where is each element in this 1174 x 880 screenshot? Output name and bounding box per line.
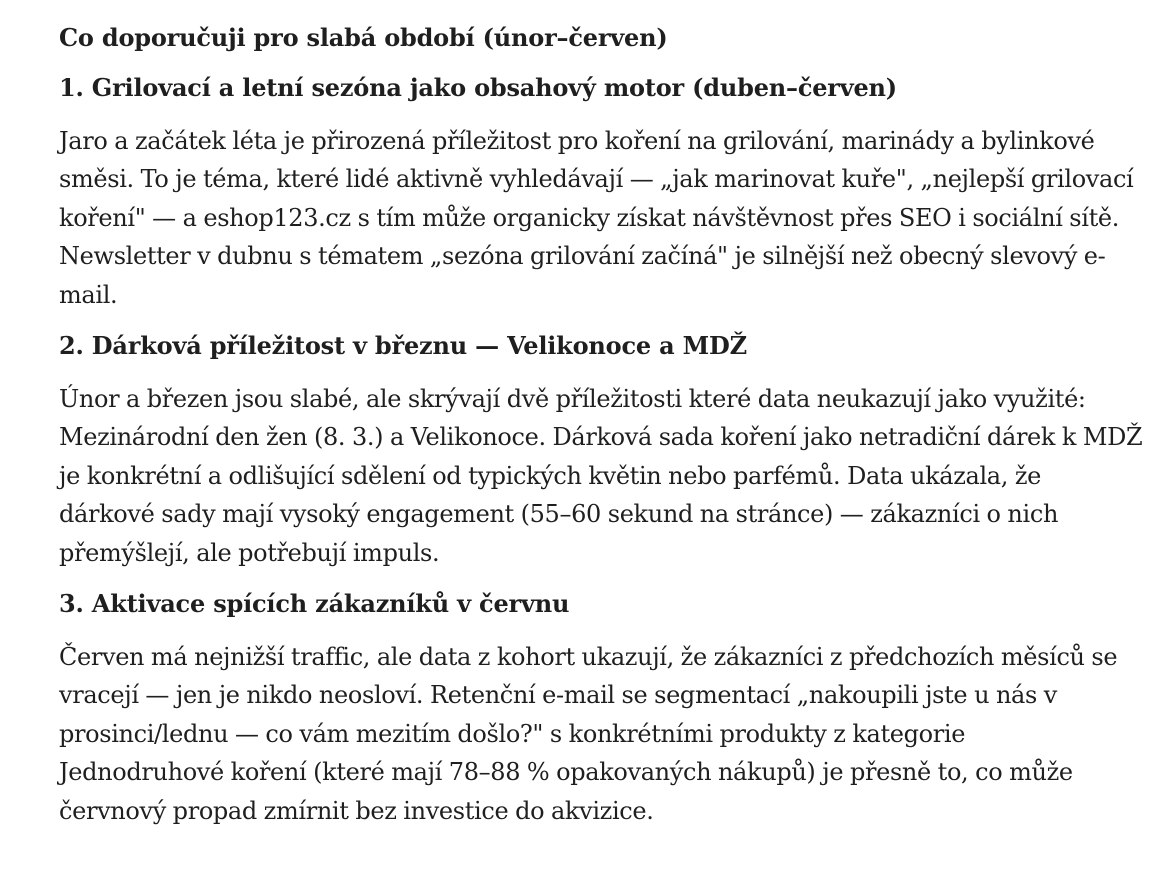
- paragraph-line: Červen má nejnižší traffic, ale data z kohort ukazují, že zákazníci z předchozích měsíců se: [59, 643, 1118, 672]
- paragraph-line: směsi. To je téma, které lidé aktivně vyhledávají — „jak marinovat kuře", „nejlepší grilovací: [59, 165, 1134, 194]
- paragraph-line: mail.: [59, 280, 118, 309]
- paragraph-line: přemýšlejí, ale potřebují impuls.: [59, 538, 440, 567]
- paragraph-line: Jednodruhové koření (které mají 78–88 % opakovaných nákupů) je přesně to, co může: [59, 758, 1073, 787]
- paragraph-line: je konkrétní a odlišující sdělení od typických květin nebo parfémů. Data ukázala, že: [59, 461, 1041, 490]
- section-heading-gifts: 2. Dárková příležitost v březnu — Velikonoce a MDŽ: [59, 331, 747, 361]
- section-paragraph-grilling: [59, 122, 1149, 314]
- paragraph-line: prosinci/lednu — co vám mezitím došlo?" s konkrétními produkty z kategorie: [59, 719, 966, 748]
- paragraph-line: dárkové sady mají vysoký engagement (55–60 sekund na stránce) — zákazníci o nich: [59, 500, 1059, 529]
- paragraph-line: Jaro a začátek léta je přirozená příležitost pro koření na grilování, marinády a bylinkové: [59, 127, 1095, 155]
- paragraph-line: koření" — a eshop123.cz s tím může organicky získat návštěvnost přes SEO i sociální sítě.: [59, 203, 1120, 232]
- section-paragraph-gifts: [59, 380, 1149, 572]
- page-title: Co doporučuji pro slabá období (únor–červen): [59, 23, 668, 52]
- paragraph-line: červnový propad zmírnit bez investice do akvizice.: [59, 796, 654, 825]
- paragraph-line: Newsletter v dubnu s tématem „sezóna grilování začíná" je silnější než obecný slevový e-: [59, 242, 1106, 271]
- document-body: [59, 20, 1149, 844]
- section-heading-grilling: 1. Grilovací a letní sezóna jako obsahový motor (duben–červen): [59, 73, 897, 102]
- paragraph-line: Únor a březen jsou slabé, ale skrývají dvě příležitosti které data neukazují jako využité:: [59, 385, 1086, 414]
- section-paragraph-reactivation: [59, 638, 1149, 830]
- paragraph-line: vracejí — jen je nikdo neosloví. Retenční e-mail se segmentací „nakoupili jste u nás v: [59, 681, 1057, 710]
- paragraph-line: Mezinárodní den žen (8. 3.) a Velikonoce. Dárková sada koření jako netradiční dárek k MDŽ: [59, 423, 1143, 452]
- section-heading-reactivation: 3. Aktivace spících zákazníků v červnu: [59, 589, 570, 619]
